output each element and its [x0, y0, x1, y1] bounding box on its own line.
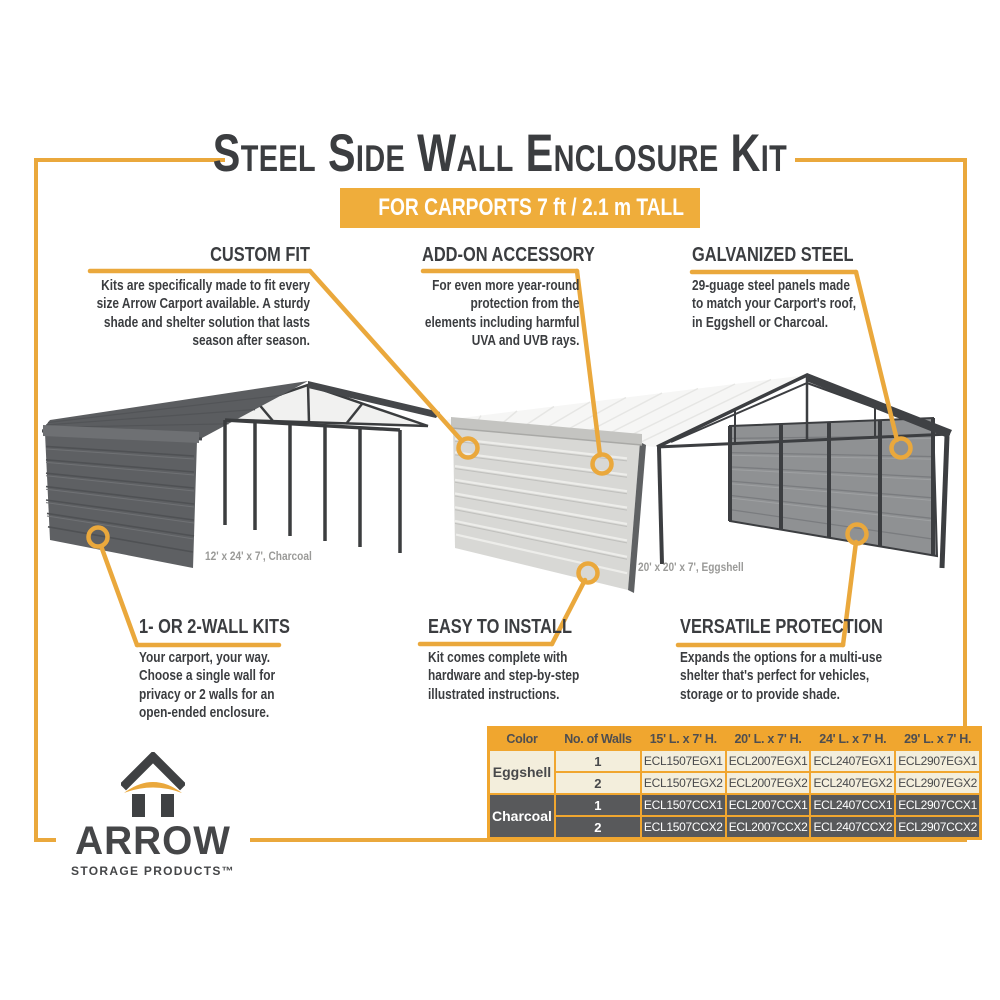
- callout-galvanized-steel: [692, 245, 861, 332]
- callout-add-on-body: For even more year-round protection from the elements including harmful UVA and UVB rays.: [424, 278, 580, 350]
- house-roof: [126, 757, 180, 784]
- sku-cell: ECL1507EGX1: [641, 750, 726, 772]
- table-row: [489, 794, 981, 816]
- arrow-logo: [56, 752, 250, 884]
- size-label-charcoal: 12' x 24' x 7', Charcoal: [205, 551, 312, 563]
- walls-cell: 1: [555, 750, 641, 772]
- callout-wall-kits: [139, 617, 288, 723]
- sku-cell: ECL2007EGX2: [726, 772, 811, 794]
- callout-custom-fit: [87, 245, 310, 351]
- table-row: [489, 816, 981, 839]
- subtitle-banner-text: FOR CARPORTS 7 ft / 2.1 m TALL: [378, 194, 685, 221]
- size-label-eggshell: 20' x 20' x 7', Eggshell: [638, 562, 744, 574]
- callout-custom-fit-heading: CUSTOM FIT: [210, 244, 310, 266]
- sku-cell: ECL2007EGX1: [726, 750, 811, 772]
- sku-cell: ECL2907CCX1: [895, 794, 980, 816]
- sku-cell: ECL2007CCX2: [726, 816, 811, 839]
- sku-cell: ECL2407EGX2: [810, 772, 895, 794]
- walls-cell: 2: [555, 816, 641, 839]
- sku-cell: ECL2907CCX2: [895, 816, 980, 839]
- subtitle-banner: [340, 188, 700, 228]
- col-header-29ft: 29' L. x 7' H.: [895, 728, 980, 751]
- callout-wall-kits-body: Your carport, your way. Choose a single wall for privacy or 2 walls for an open-ended enclosure.: [139, 650, 276, 722]
- walls-cell: 2: [555, 772, 641, 794]
- house-wall-left: [132, 794, 145, 817]
- table-row: [489, 772, 981, 794]
- sku-cell: ECL1507CCX2: [641, 816, 726, 839]
- carport-illustration-eggshell: [435, 368, 970, 623]
- logo-tagline-text: STORAGE PRODUCTS™: [71, 864, 235, 878]
- callout-custom-fit-body: Kits are specifically made to fit every size Arrow Carport available. A sturdy shade and shelter solution that lasts season after season.: [96, 278, 310, 350]
- callout-add-on-heading: ADD-ON ACCESSORY: [422, 244, 595, 266]
- page-title: Steel Side Wall Enclosure Kit: [212, 124, 788, 183]
- side-wall-charcoal: [45, 433, 197, 568]
- frame-line-left: [34, 158, 38, 842]
- callout-versatile-protection: [680, 617, 887, 704]
- sku-cell: ECL2907EGX2: [895, 772, 980, 794]
- color-cell-eggshell: Eggshell: [489, 750, 555, 794]
- callout-galvanized-body: 29-guage steel panels made to match your Carport's roof, in Eggshell or Charcoal.: [692, 278, 857, 331]
- callout-versatile-body: Expands the options for a multi-use shelter that's perfect for vehicles, storage or to provide shade.: [680, 650, 883, 703]
- house-wall-right: [161, 794, 174, 817]
- col-header-24ft: 24' L. x 7' H.: [810, 728, 895, 751]
- table-row: [489, 750, 981, 772]
- callout-easy-to-install: [428, 617, 589, 704]
- col-header-color: Color: [489, 728, 555, 751]
- sku-table: [487, 726, 982, 840]
- callout-install-heading: EASY TO INSTALL: [428, 616, 572, 638]
- sku-cell: ECL1507CCX1: [641, 794, 726, 816]
- carport-illustration-charcoal: [42, 378, 446, 626]
- callout-install-body: Kit comes complete with hardware and step-by-step illustrated instructions.: [428, 650, 580, 703]
- callout-versatile-heading: VERSATILE PROTECTION: [680, 616, 883, 638]
- sku-cell: ECL2407CCX2: [810, 816, 895, 839]
- callout-wall-kits-heading: 1- OR 2-WALL KITS: [139, 616, 290, 638]
- callout-galvanized-heading: GALVANIZED STEEL: [692, 244, 854, 266]
- walls-cell: 1: [555, 794, 641, 816]
- sku-cell: ECL2907EGX1: [895, 750, 980, 772]
- col-header-walls: No. of Walls: [555, 728, 641, 751]
- logo-brand-text: ARROW: [75, 819, 231, 863]
- sku-table-container: [487, 726, 982, 840]
- frame-legs: [225, 420, 400, 553]
- col-header-20ft: 20' L. x 7' H.: [726, 728, 811, 751]
- color-cell-charcoal: Charcoal: [489, 794, 555, 839]
- callout-add-on-accessory: [422, 244, 595, 351]
- sku-cell: ECL2407EGX1: [810, 750, 895, 772]
- sku-cell: ECL1507EGX2: [641, 772, 726, 794]
- col-header-15ft: 15' L. x 7' H.: [641, 728, 726, 751]
- sku-header-row: [489, 728, 981, 751]
- sku-cell: ECL2007CCX1: [726, 794, 811, 816]
- sku-cell: ECL2407CCX1: [810, 794, 895, 816]
- arrow-house-icon: [121, 752, 185, 818]
